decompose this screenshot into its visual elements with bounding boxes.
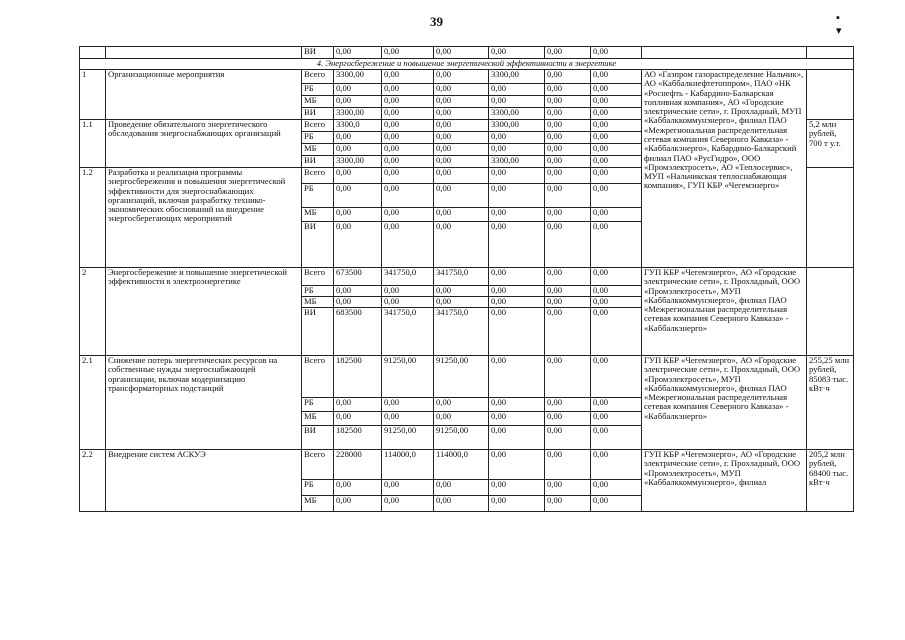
value-cell: 0,00 bbox=[334, 144, 382, 156]
value-cell: 0,00 bbox=[434, 412, 489, 426]
value-cell: 0,00 bbox=[489, 297, 545, 308]
value-cell: 0,00 bbox=[489, 286, 545, 297]
source-label: РБ bbox=[302, 132, 334, 144]
value-cell: 0,00 bbox=[591, 70, 642, 84]
value-cell: 0,00 bbox=[545, 184, 591, 208]
effect-cell: 255,25 млн рублей, 85083 тыс. кВт·ч bbox=[807, 356, 854, 450]
source-label: РБ bbox=[302, 398, 334, 412]
value-cell: 0,00 bbox=[591, 132, 642, 144]
value-cell: 0,00 bbox=[591, 47, 642, 59]
value-cell: 0,00 bbox=[545, 297, 591, 308]
empty-cell bbox=[106, 47, 302, 59]
value-cell: 0,00 bbox=[382, 222, 434, 268]
value-cell: 3300,00 bbox=[489, 108, 545, 120]
executors-cell: ГУП КБР «Чегемэнерго», АО «Городские электрические сети», г. Прохладный, ООО «Промэлектросеть», МУП «Каббалккоммунэнерго», филиал ПАО «Межрегиональная распределительная сетевая компания Северного Кавказа» - «Каббалкэнерго» bbox=[642, 356, 807, 450]
value-cell: 0,00 bbox=[591, 412, 642, 426]
value-cell: 0,00 bbox=[382, 480, 434, 496]
value-cell: 0,00 bbox=[591, 286, 642, 297]
effect-cell bbox=[807, 70, 854, 120]
value-cell: 0,00 bbox=[382, 168, 434, 184]
value-cell: 0,00 bbox=[434, 286, 489, 297]
program-table bbox=[79, 46, 854, 512]
value-cell: 3300,00 bbox=[334, 70, 382, 84]
value-cell: 0,00 bbox=[591, 96, 642, 108]
table-row bbox=[80, 356, 854, 398]
value-cell: 0,00 bbox=[382, 47, 434, 59]
value-cell: 0,00 bbox=[591, 84, 642, 96]
value-cell: 0,00 bbox=[489, 144, 545, 156]
value-cell: 0,00 bbox=[434, 496, 489, 512]
item-number: 1.1 bbox=[80, 120, 106, 168]
value-cell: 0,00 bbox=[382, 70, 434, 84]
value-cell: 0,00 bbox=[489, 132, 545, 144]
item-number: 2.1 bbox=[80, 356, 106, 450]
value-cell: 0,00 bbox=[382, 184, 434, 208]
value-cell: 0,00 bbox=[434, 132, 489, 144]
value-cell: 0,00 bbox=[334, 496, 382, 512]
effect-cell bbox=[807, 168, 854, 268]
value-cell: 0,00 bbox=[489, 47, 545, 59]
source-label: ВИ bbox=[302, 426, 334, 450]
value-cell: 0,00 bbox=[334, 297, 382, 308]
value-cell: 0,00 bbox=[434, 96, 489, 108]
page-number: 39 bbox=[430, 14, 443, 29]
value-cell: 0,00 bbox=[489, 168, 545, 184]
value-cell: 0,00 bbox=[591, 208, 642, 222]
source-label: Всего bbox=[302, 450, 334, 480]
value-cell: 0,00 bbox=[545, 426, 591, 450]
item-title: Разработка и реализация программы энергосбережения и повышения энергетической эффективности для энергоснабжающих организаций, включая разработку технико-экономических обоснований на внедрение энергосберегающих мероприятий bbox=[106, 168, 302, 268]
value-cell: 341750,0 bbox=[382, 268, 434, 286]
table-row bbox=[80, 450, 854, 480]
value-cell: 0,00 bbox=[382, 412, 434, 426]
value-cell: 0,00 bbox=[334, 132, 382, 144]
value-cell: 0,00 bbox=[382, 144, 434, 156]
value-cell: 0,00 bbox=[545, 108, 591, 120]
value-cell: 91250,00 bbox=[382, 356, 434, 398]
value-cell: 0,00 bbox=[545, 286, 591, 297]
value-cell: 0,00 bbox=[545, 356, 591, 398]
value-cell: 91250,00 bbox=[434, 426, 489, 450]
value-cell: 0,00 bbox=[591, 156, 642, 168]
item-title: Снижение потерь энергетических ресурсов на собственные нужды энергоснабжающей организации, включая модернизацию трансформаторных подстанций bbox=[106, 356, 302, 450]
value-cell: 0,00 bbox=[382, 496, 434, 512]
value-cell: 0,00 bbox=[334, 286, 382, 297]
value-cell: 683500 bbox=[334, 308, 382, 356]
effect-cell bbox=[807, 268, 854, 356]
value-cell: 0,00 bbox=[434, 84, 489, 96]
value-cell: 0,00 bbox=[545, 120, 591, 132]
value-cell: 0,00 bbox=[334, 184, 382, 208]
value-cell: 0,00 bbox=[489, 450, 545, 480]
value-cell: 0,00 bbox=[334, 47, 382, 59]
executors-cell: АО «Газпром газораспределение Нальчик», АО «Каббалкнефтетоппром», ПАО «НК «Роснефть - Кабардино-Балкарская топливная компания», АО «Городские электрические сети», г. Прохладный, МУП «Каббалккоммунэнерго», филиал ПАО «Межрегиональная распределительная сетевая компания Северного Кавказа» - «Каббалкэнерго», Кабардино-Балкарский филиал ПАО «РусГидро», ООО «Промэлектросеть», АО «Теплосервис», МУП «Нальчикская теплоснабжающая компания», ГУП КБР «Чегемэнерго» bbox=[642, 70, 807, 268]
value-cell: 0,00 bbox=[545, 132, 591, 144]
value-cell: 0,00 bbox=[489, 426, 545, 450]
executors-cell: ГУП КБР «Чегемэнерго», АО «Городские электрические сети», г. Прохладный, ООО «Промэлектросеть», МУП «Каббалккоммунэнерго», филиал bbox=[642, 450, 807, 512]
value-cell: 3300,00 bbox=[489, 156, 545, 168]
value-cell: 0,00 bbox=[545, 496, 591, 512]
item-title: Проведение обязательного энергетического обследования энергоснабжающих организаций bbox=[106, 120, 302, 168]
value-cell: 0,00 bbox=[489, 412, 545, 426]
value-cell: 0,00 bbox=[591, 356, 642, 398]
value-cell: 341750,0 bbox=[382, 308, 434, 356]
value-cell: 3300,00 bbox=[489, 120, 545, 132]
value-cell: 0,00 bbox=[382, 398, 434, 412]
corner-marks: ▪ ▾ bbox=[836, 12, 864, 37]
value-cell: 3300,00 bbox=[334, 108, 382, 120]
value-cell: 0,00 bbox=[382, 108, 434, 120]
source-label: МБ bbox=[302, 144, 334, 156]
value-cell: 0,00 bbox=[591, 398, 642, 412]
value-cell: 0,00 bbox=[489, 96, 545, 108]
value-cell: 0,00 bbox=[434, 398, 489, 412]
source-label: МБ bbox=[302, 96, 334, 108]
value-cell: 91250,00 bbox=[434, 356, 489, 398]
value-cell: 0,00 bbox=[434, 144, 489, 156]
value-cell: 3300,00 bbox=[334, 156, 382, 168]
effect-cell: 5,2 млн рублей, 700 т у.т. bbox=[807, 120, 854, 168]
value-cell: 0,00 bbox=[591, 184, 642, 208]
source-label: ВИ bbox=[302, 108, 334, 120]
value-cell: 0,00 bbox=[591, 308, 642, 356]
source-label: МБ bbox=[302, 208, 334, 222]
source-label: Всего bbox=[302, 120, 334, 132]
value-cell: 0,00 bbox=[591, 108, 642, 120]
value-cell: 0,00 bbox=[545, 208, 591, 222]
value-cell: 0,00 bbox=[591, 268, 642, 286]
source-label: Всего bbox=[302, 70, 334, 84]
value-cell: 0,00 bbox=[434, 70, 489, 84]
value-cell: 0,00 bbox=[489, 184, 545, 208]
item-title: Энергосбережение и повышение энергетической эффективности в электроэнергетике bbox=[106, 268, 302, 356]
value-cell: 0,00 bbox=[489, 398, 545, 412]
value-cell: 0,00 bbox=[334, 480, 382, 496]
value-cell: 0,00 bbox=[434, 208, 489, 222]
value-cell: 0,00 bbox=[489, 222, 545, 268]
value-cell: 0,00 bbox=[591, 496, 642, 512]
value-cell: 0,00 bbox=[434, 120, 489, 132]
value-cell: 0,00 bbox=[591, 480, 642, 496]
empty-cell bbox=[80, 47, 106, 59]
value-cell: 0,00 bbox=[591, 426, 642, 450]
value-cell: 114000,0 bbox=[434, 450, 489, 480]
value-cell: 0,00 bbox=[489, 308, 545, 356]
source-label: ВИ bbox=[302, 222, 334, 268]
source-label: РБ bbox=[302, 480, 334, 496]
item-title: Внедрение систем АСКУЭ bbox=[106, 450, 302, 512]
item-number: 1 bbox=[80, 70, 106, 120]
value-cell: 0,00 bbox=[545, 398, 591, 412]
source-label: МБ bbox=[302, 412, 334, 426]
value-cell: 0,00 bbox=[434, 184, 489, 208]
value-cell: 182500 bbox=[334, 426, 382, 450]
source-label: Всего bbox=[302, 356, 334, 398]
value-cell: 0,00 bbox=[334, 398, 382, 412]
source-label: РБ bbox=[302, 286, 334, 297]
effect-cell: 205,2 млн рублей, 68400 тыс. кВт·ч bbox=[807, 450, 854, 512]
value-cell: 0,00 bbox=[545, 70, 591, 84]
source-label: МБ bbox=[302, 297, 334, 308]
value-cell: 0,00 bbox=[591, 450, 642, 480]
value-cell: 673500 bbox=[334, 268, 382, 286]
value-cell: 0,00 bbox=[545, 96, 591, 108]
value-cell: 0,00 bbox=[434, 222, 489, 268]
value-cell: 0,00 bbox=[382, 297, 434, 308]
value-cell: 341750,0 bbox=[434, 308, 489, 356]
value-cell: 0,00 bbox=[334, 84, 382, 96]
value-cell: 0,00 bbox=[434, 156, 489, 168]
source-label: Всего bbox=[302, 168, 334, 184]
value-cell: 0,00 bbox=[545, 268, 591, 286]
value-cell: 91250,00 bbox=[382, 426, 434, 450]
value-cell: 0,00 bbox=[434, 108, 489, 120]
value-cell: 0,00 bbox=[591, 222, 642, 268]
table-row bbox=[80, 47, 854, 59]
source-label: РБ bbox=[302, 184, 334, 208]
value-cell: 0,00 bbox=[545, 412, 591, 426]
table-row bbox=[80, 268, 854, 286]
value-cell: 0,00 bbox=[489, 208, 545, 222]
value-cell: 0,00 bbox=[382, 132, 434, 144]
item-number: 2 bbox=[80, 268, 106, 356]
value-cell: 0,00 bbox=[382, 156, 434, 168]
empty-cell bbox=[807, 47, 854, 59]
value-cell: 0,00 bbox=[545, 450, 591, 480]
value-cell: 0,00 bbox=[382, 208, 434, 222]
value-cell: 0,00 bbox=[434, 480, 489, 496]
table-row bbox=[80, 70, 854, 84]
value-cell: 0,00 bbox=[382, 84, 434, 96]
value-cell: 0,00 bbox=[334, 208, 382, 222]
value-cell: 0,00 bbox=[489, 496, 545, 512]
source-label: РБ bbox=[302, 84, 334, 96]
value-cell: 0,00 bbox=[382, 96, 434, 108]
empty-cell bbox=[642, 47, 807, 59]
value-cell: 0,00 bbox=[489, 268, 545, 286]
item-title: Организационные мероприятия bbox=[106, 70, 302, 120]
value-cell: 0,00 bbox=[545, 480, 591, 496]
value-cell: 114000,0 bbox=[382, 450, 434, 480]
value-cell: 0,00 bbox=[591, 168, 642, 184]
value-cell: 0,00 bbox=[545, 144, 591, 156]
value-cell: 0,00 bbox=[434, 168, 489, 184]
table-body bbox=[80, 47, 854, 512]
value-cell: 341750,0 bbox=[434, 268, 489, 286]
value-cell: 228000 bbox=[334, 450, 382, 480]
item-number: 1.2 bbox=[80, 168, 106, 268]
value-cell: 3300,0 bbox=[334, 120, 382, 132]
value-cell: 0,00 bbox=[591, 144, 642, 156]
value-cell: 0,00 bbox=[545, 168, 591, 184]
value-cell: 182500 bbox=[334, 356, 382, 398]
value-cell: 0,00 bbox=[545, 308, 591, 356]
value-cell: 3300,00 bbox=[489, 70, 545, 84]
value-cell: 0,00 bbox=[489, 356, 545, 398]
value-cell: 0,00 bbox=[334, 222, 382, 268]
value-cell: 0,00 bbox=[545, 84, 591, 96]
source-label: Всего bbox=[302, 268, 334, 286]
value-cell: 0,00 bbox=[489, 84, 545, 96]
value-cell: 0,00 bbox=[545, 222, 591, 268]
value-cell: 0,00 bbox=[334, 96, 382, 108]
value-cell: 0,00 bbox=[489, 480, 545, 496]
source-label: ВИ bbox=[302, 47, 334, 59]
value-cell: 0,00 bbox=[434, 297, 489, 308]
source-label: ВИ bbox=[302, 308, 334, 356]
section-title: 4. Энергосбережение и повышение энергетической эффективности в энергетике bbox=[80, 59, 854, 70]
value-cell: 0,00 bbox=[545, 47, 591, 59]
executors-cell: ГУП КБР «Чегемэнерго», АО «Городские электрические сети», г. Прохладный, ООО «Промэлектросеть», МУП «Каббалккоммунэнерго», филиал ПАО «Межрегиональная распределительная сетевая компания Северного Кавказа» - «Каббалкэнерго» bbox=[642, 268, 807, 356]
value-cell: 0,00 bbox=[334, 412, 382, 426]
value-cell: 0,00 bbox=[545, 156, 591, 168]
value-cell: 0,00 bbox=[591, 120, 642, 132]
value-cell: 0,00 bbox=[382, 286, 434, 297]
value-cell: 0,00 bbox=[591, 297, 642, 308]
source-label: ВИ bbox=[302, 156, 334, 168]
value-cell: 0,00 bbox=[382, 120, 434, 132]
item-number: 2.2 bbox=[80, 450, 106, 512]
value-cell: 0,00 bbox=[434, 47, 489, 59]
value-cell: 0,00 bbox=[334, 168, 382, 184]
section-row bbox=[80, 59, 854, 70]
source-label: МБ bbox=[302, 496, 334, 512]
